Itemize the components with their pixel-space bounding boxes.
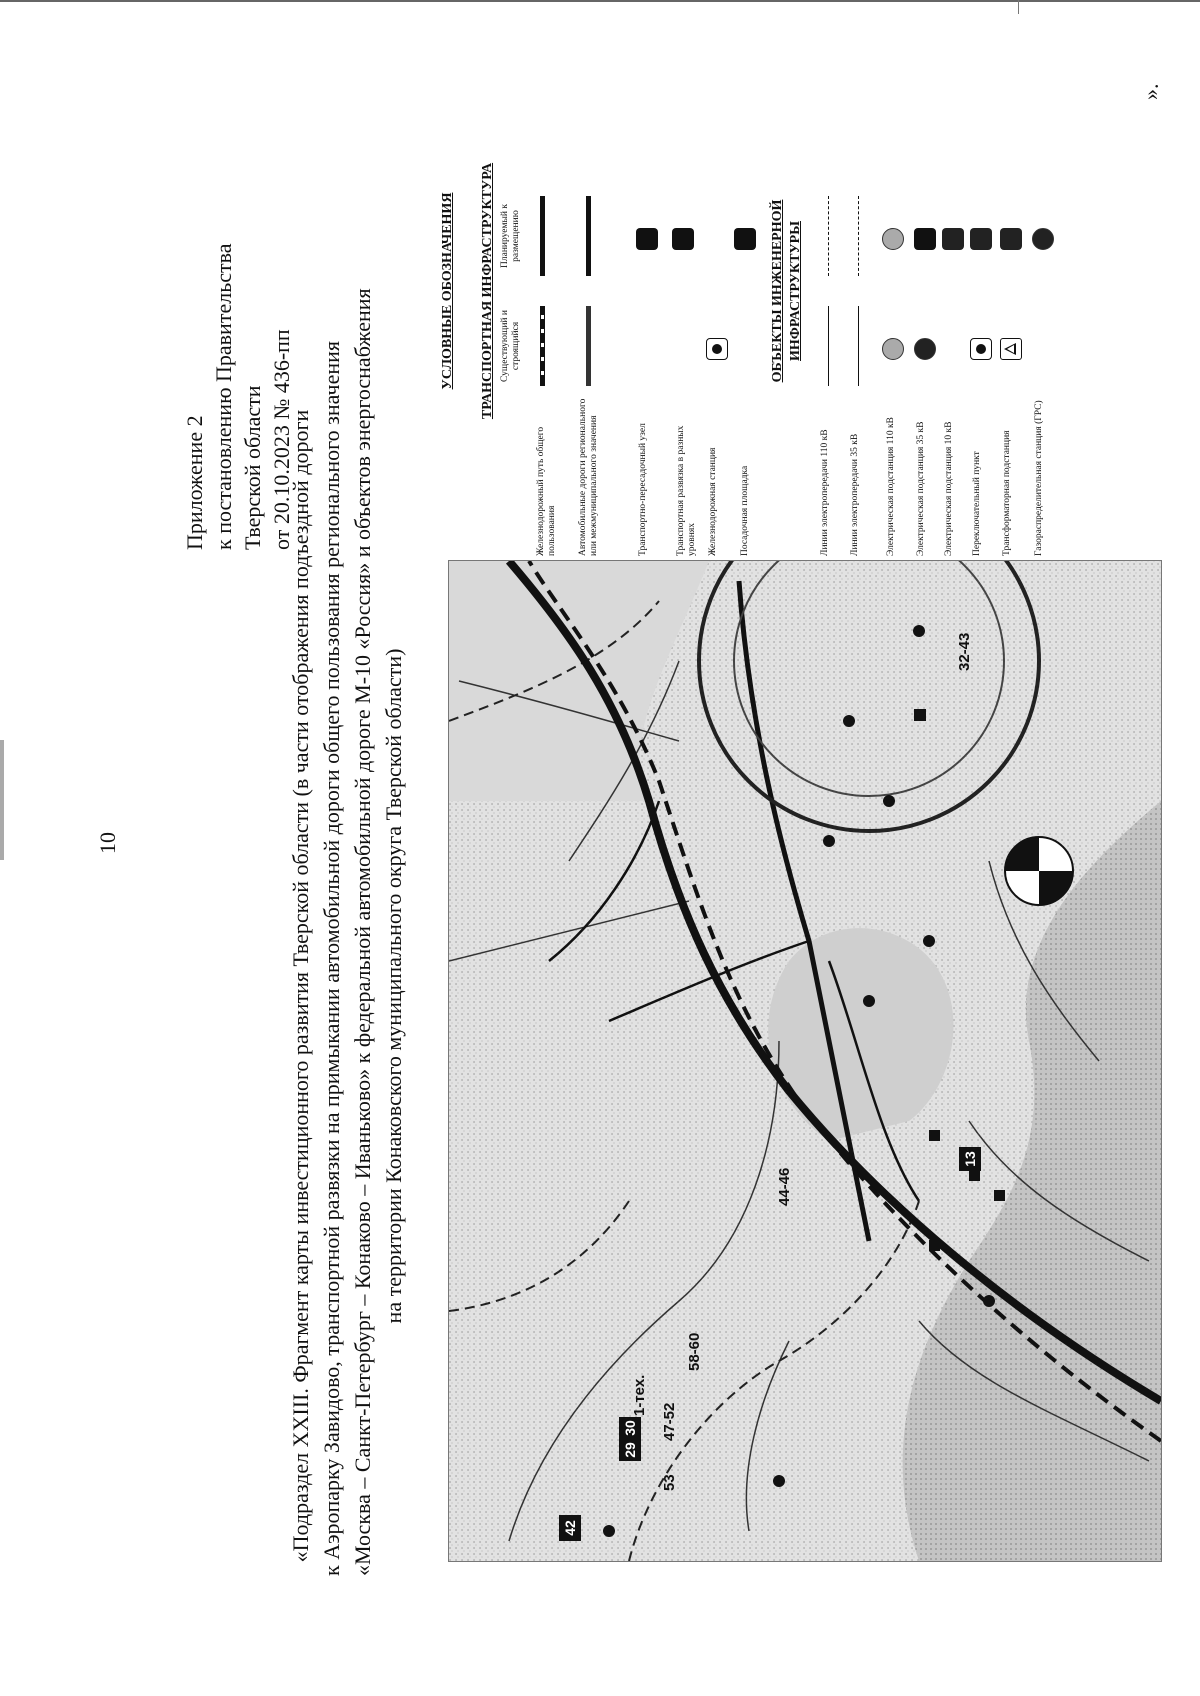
legend-item-transformer: Трансформаторная подстанция (1002, 430, 1012, 556)
page-number: 10 (95, 832, 120, 854)
transport-hub-planned-icon (636, 228, 658, 250)
map-label-30: 30 (622, 1420, 638, 1436)
appendix-line: Приложение 2 (182, 415, 207, 550)
substation-35-planned-icon (914, 228, 936, 250)
closing-quote: ». (1138, 83, 1163, 100)
map-legend (440, 26, 1170, 556)
appendix-line: Тверской области (240, 385, 265, 550)
power-35-planned-symbol (858, 196, 860, 276)
legend-item-gas-station: Газораспределительная станция (ГРС) (1034, 400, 1044, 556)
heading-line: к Аэропарку Завидово, транспортной развязки на примыкании автомобильной дороги общего пользования регионального значения (319, 341, 344, 1576)
road-planned-symbol (586, 196, 591, 276)
heading-line: «Подраздел XXIII. Фрагмент карты инвестиционного развития Тверской области (в части отображения подъездной дороги (288, 409, 313, 1563)
legend-title: УСЛОВНЫЕ ОБОЗНАЧЕНИЯ (440, 192, 455, 390)
map-label-1-tech: 1-тех. (631, 1374, 648, 1416)
legend-item-power-35: Линии электропередачи 35 кВ (850, 433, 860, 556)
map-label-58-60: 58-60 (686, 1332, 703, 1371)
heading-line: «Москва – Санкт-Петербург – Конаково – Иваньково» к федеральной автомобильной дороге М-10 «Россия» и объектов энергоснабжения (350, 288, 375, 1576)
transport-hub-symbol (1005, 837, 1073, 905)
map-label-29: 29 (622, 1442, 638, 1458)
appendix-line: от 20.10.2023 № 436-пп (269, 329, 294, 550)
railway-station-existing-icon (706, 338, 728, 360)
substation-110-planned-icon (882, 228, 904, 250)
landing-site-planned-icon (734, 228, 756, 250)
legend-section-engineering-2: ИНФРАСТРУКТУРЫ (788, 221, 803, 361)
legend-col-planned: Планируемый к размещению (500, 204, 521, 268)
power-35-existing-symbol (858, 306, 859, 386)
switching-point-planned-icon (970, 228, 992, 250)
substation-10-planned-icon (942, 228, 964, 250)
road-existing-symbol (586, 306, 591, 386)
legend-item-transport-hub: Транспортно-пересадочный узел (638, 423, 648, 556)
legend-item-substation-35: Электрическая подстанция 35 кВ (916, 421, 926, 556)
legend-item-substation-10: Электрическая подстанция 10 кВ (944, 421, 954, 556)
legend-item-railway: Железнодорожный путь общего пользования (536, 426, 557, 556)
legend-item-interchange: Транспортная развязка в разных уровнях (676, 425, 697, 556)
map-label-53: 53 (661, 1474, 678, 1491)
legend-col-existing: Существующий и строящийся (500, 310, 521, 382)
railway-planned-symbol (540, 196, 545, 276)
substation-110-existing-icon (882, 338, 904, 360)
legend-item-railway-station: Железнодорожная станция (708, 447, 718, 556)
map-label-47-52: 47-52 (661, 1402, 678, 1441)
power-110-existing-symbol (828, 306, 829, 386)
heading-line: на территории Конаковского муниципального округа Тверской области) (381, 648, 406, 1324)
legend-item-regional-roads: Автомобильные дороги регионального или межмуниципального значения (578, 398, 599, 556)
appendix-line: к постановлению Правительства (211, 243, 236, 550)
map-label-13: 13 (962, 1151, 978, 1167)
map-label-44-46: 44-46 (776, 1167, 793, 1206)
map-fragment (448, 560, 1162, 1562)
legend-item-landing-site: Посадочная площадка (740, 465, 750, 556)
legend-section-engineering: ОБЪЕКТЫ ИНЖЕНЕРНОЙ (770, 199, 785, 383)
map-label-32-43: 32-43 (956, 632, 973, 671)
substation-35-existing-icon (914, 338, 936, 360)
transformer-planned-icon (1000, 228, 1022, 250)
legend-item-power-110: Линии электропередачи 110 кВ (820, 429, 830, 556)
appendix-header (180, 0, 296, 550)
map-drawing (449, 561, 1161, 1561)
gas-station-planned-icon (1032, 228, 1054, 250)
document-heading (285, 288, 409, 1576)
power-110-planned-symbol (828, 196, 830, 276)
legend-item-substation-110: Электрическая подстанция 110 кВ (886, 417, 896, 556)
transformer-existing-icon (1000, 338, 1022, 360)
legend-item-switching-point: Переключательный пункт (972, 451, 982, 556)
railway-existing-symbol (540, 306, 545, 386)
switching-point-existing-icon (970, 338, 992, 360)
interchange-planned-icon (672, 228, 694, 250)
map-label-42: 42 (562, 1520, 578, 1536)
legend-section-transport: ТРАНСПОРТНАЯ ИНФРАСТРУКТУРА (480, 162, 495, 420)
